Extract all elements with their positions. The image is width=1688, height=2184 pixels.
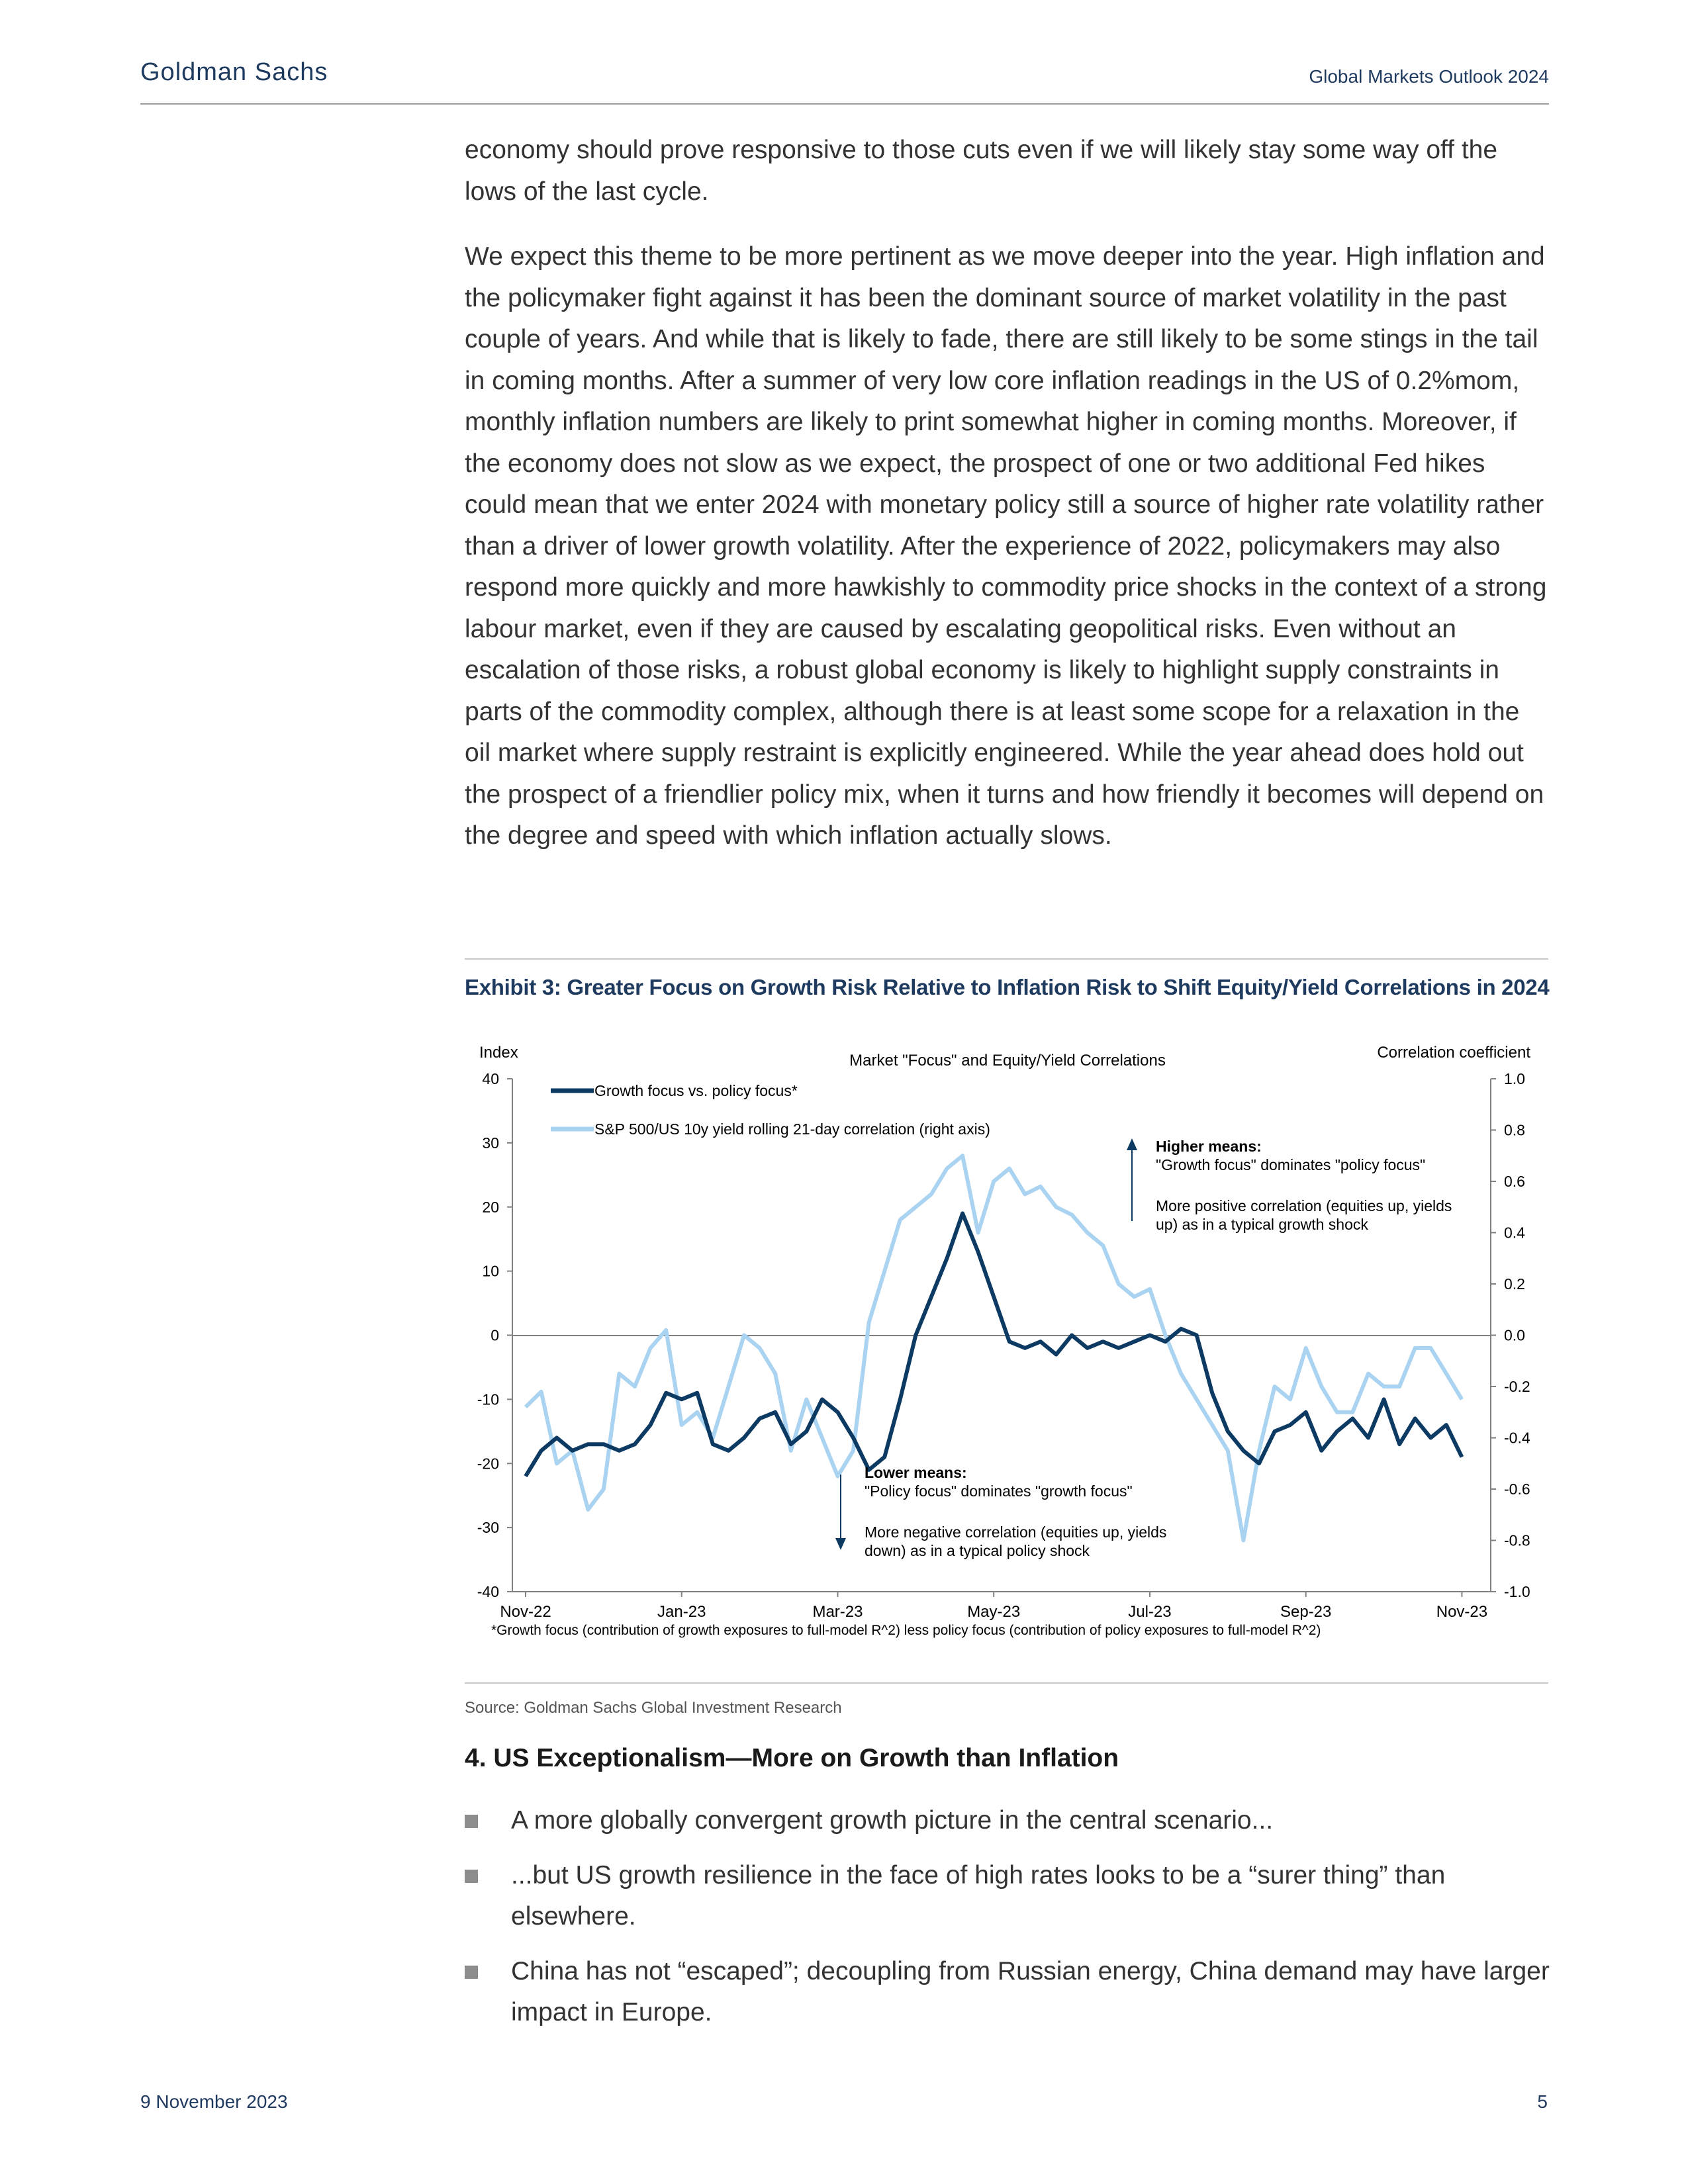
lower-means-line-1: "Policy focus" dominates "growth focus"	[865, 1482, 1133, 1500]
right-axis-tick-label: -0.4	[1504, 1429, 1530, 1447]
right-axis-tick-label: 1.0	[1504, 1070, 1525, 1087]
right-axis-tick-label: -0.6	[1504, 1480, 1530, 1498]
left-axis-tick-label: -10	[477, 1390, 499, 1408]
right-axis-tick-label: -0.2	[1504, 1378, 1530, 1395]
bullet-text-3: China has not “escaped”; decoupling from Russian energy, China demand may have larger impact in Europe.	[511, 1956, 1550, 2026]
right-axis-tick-label: -1.0	[1504, 1583, 1530, 1600]
lower-means-arrowhead	[835, 1538, 846, 1550]
left-axis-tick-label: 20	[482, 1198, 499, 1216]
right-axis-tick-label: 0.2	[1504, 1275, 1525, 1293]
bullet-item	[465, 1800, 1550, 1842]
legend-label-correlation: S&P 500/US 10y yield rolling 21-day correlation (right axis)	[594, 1120, 990, 1138]
exhibit-title: Exhibit 3: Greater Focus on Growth Risk Relative to Inflation Risk to Shift Equity/Yield Correlations in 2024	[465, 975, 1550, 999]
left-axis-tick-label: -40	[477, 1583, 499, 1600]
bullet-square-icon	[465, 1815, 478, 1828]
exhibit-chart	[465, 1032, 1550, 1668]
brand-logo-text: Goldman Sachs	[140, 58, 328, 86]
left-axis-tick-label: 0	[491, 1326, 499, 1344]
right-axis-tick-label: -0.8	[1504, 1531, 1530, 1549]
right-axis-tick-label: 0.0	[1504, 1326, 1525, 1344]
bullet-text-1: A more globally convergent growth picture in the central scenario...	[511, 1806, 1274, 1835]
right-axis-tick-label: 0.6	[1504, 1173, 1525, 1190]
bullet-item	[465, 1855, 1550, 1938]
right-axis-tick-label: 0.4	[1504, 1224, 1525, 1242]
left-axis-label: Index	[479, 1044, 518, 1062]
lower-means-title: Lower means:	[865, 1464, 967, 1481]
x-axis-tick-label: Nov-23	[1436, 1603, 1488, 1621]
higher-means-line-2: More positive correlation (equities up, yields	[1156, 1197, 1452, 1214]
section-heading: 4. US Exceptionalism—More on Growth than Inflation	[465, 1744, 1119, 1772]
left-axis-tick-label: -30	[477, 1519, 499, 1537]
lower-means-line-3: down) as in a typical policy shock	[865, 1542, 1090, 1559]
bullet-list	[465, 1800, 1550, 2047]
document-title: Global Markets Outlook 2024	[1309, 66, 1549, 87]
higher-means-line-1: "Growth focus" dominates "policy focus"	[1156, 1156, 1426, 1173]
chart-footnote: *Growth focus (contribution of growth exposures to full-model R^2) less policy focus (contribution of policy exposures to full-model R^2)	[491, 1623, 1321, 1638]
left-axis-tick-label: 40	[482, 1070, 499, 1087]
right-axis-label: Correlation coefficient	[1377, 1044, 1530, 1062]
exhibit-source: Source: Goldman Sachs Global Investment Research	[465, 1699, 842, 1717]
footer-date: 9 November 2023	[140, 2091, 288, 2112]
exhibit-bottom-divider	[465, 1682, 1548, 1684]
body-paragraph-1: economy should prove responsive to those cuts even if we will likely stay some way off the lows of the last cycle.	[465, 136, 1498, 206]
right-axis-tick-label: 0.8	[1504, 1121, 1525, 1139]
bullet-text-2: ...but US growth resilience in the face of high rates looks to be a “surer thing” than elsewhere.	[511, 1860, 1446, 1931]
body-paragraph-2: We expect this theme to be more pertinent as we move deeper into the year. High inflation and the policymaker fight against it has been the dominant source of market volatility in the past couple of years. And while that is likely to fade, there are still likely to be some stings in the tail in coming months. After a summer of very low core inflation readings in the US of 0.2%mom, monthly inflation numbers are likely to print somewhat higher in coming months. Moreover, if the economy does not slow as we expect, the prospect of one or two additional Fed hikes could mean that we enter 2024 with monetary policy still a source of higher rate volatility rather than a driver of lower growth volatility. After the experience of 2022, policymakers may also respond more quickly and more hawkishly to commodity price shocks in the context of a strong labour market, even if they are caused by escalating geopolitical risks. Even without an escalation of those risks, a robust global economy is likely to highlight supply constraints in parts of the commodity complex, although there is at least some scope for a relaxation in the oil market where supply restraint is explicitly engineered. While the year ahead does hold out the prospect of a friendlier policy mix, when it turns and how friendly it becomes will depend on the degree and speed with which inflation actually slows.	[465, 242, 1547, 850]
footer-page-number: 5	[1537, 2091, 1548, 2112]
bullet-square-icon	[465, 1966, 478, 1979]
bullet-square-icon	[465, 1870, 478, 1883]
left-axis-tick-label: -20	[477, 1455, 499, 1473]
higher-means-line-3: up) as in a typical growth shock	[1156, 1216, 1368, 1233]
higher-means-arrowhead	[1127, 1138, 1137, 1150]
higher-means-title: Higher means:	[1156, 1138, 1262, 1155]
series-line-growth-focus	[526, 1213, 1462, 1476]
legend-label-growth-focus: Growth focus vs. policy focus*	[594, 1082, 798, 1099]
lower-means-line-2: More negative correlation (equities up, yields	[865, 1524, 1167, 1541]
bullet-item	[465, 1951, 1550, 2034]
x-axis-tick-label: Nov-22	[500, 1603, 551, 1621]
left-axis-tick-label: 10	[482, 1262, 499, 1280]
exhibit-top-divider	[465, 958, 1548, 960]
x-axis-tick-label: Jan-23	[657, 1603, 706, 1621]
x-axis-tick-label: May-23	[967, 1603, 1021, 1621]
chart-title: Market "Focus" and Equity/Yield Correlations	[849, 1052, 1166, 1069]
x-axis-tick-label: Sep-23	[1280, 1603, 1332, 1621]
header-divider	[140, 103, 1549, 105]
x-axis-tick-label: Jul-23	[1128, 1603, 1172, 1621]
x-axis-tick-label: Mar-23	[812, 1603, 863, 1621]
left-axis-tick-label: 30	[482, 1134, 499, 1152]
